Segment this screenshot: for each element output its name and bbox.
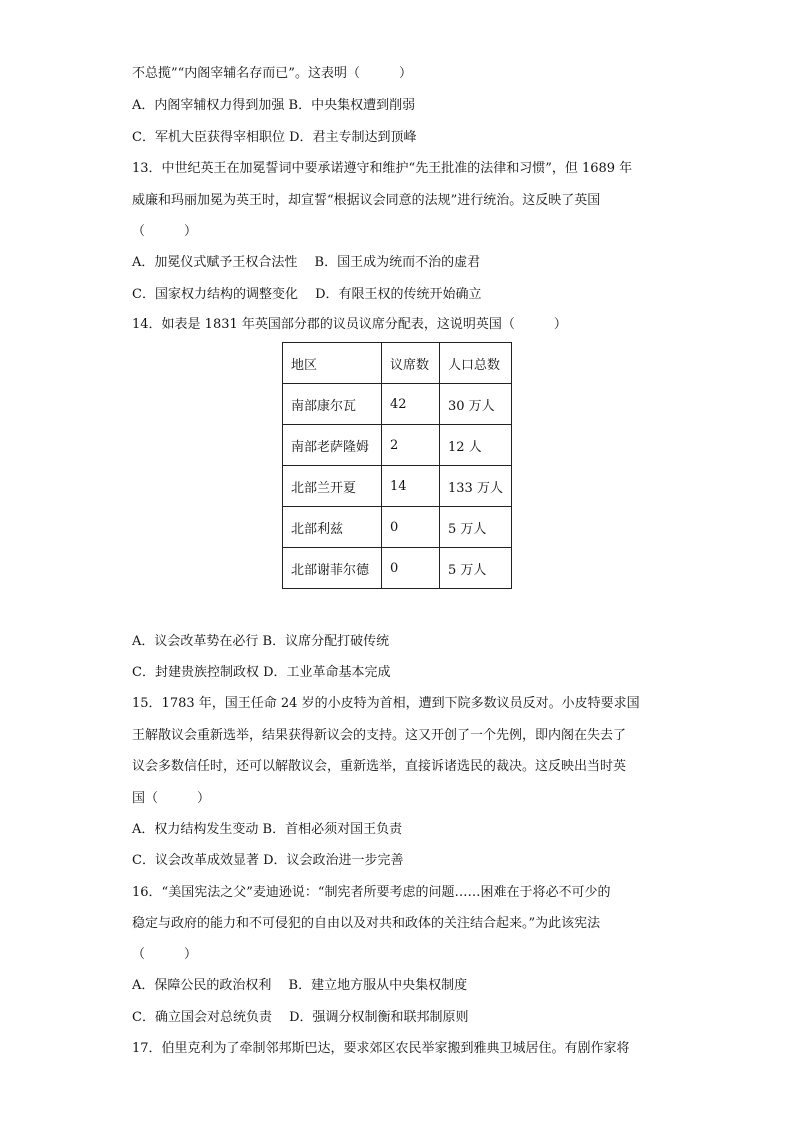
table-cell-seats: 2 (382, 425, 440, 466)
q16-option-cd: C．确立国会对总统负责 D．强调分权制衡和联邦制原则 (132, 1010, 469, 1025)
q15-stem-line-1: 15．1783 年，国王任命 24 岁的小皮特为首相，遭到下院多数议员反对。小皮特要求国 (132, 696, 640, 711)
q13-answer-blank: （ ） (132, 224, 198, 239)
table-cell-region: 南部康尔瓦 (283, 384, 382, 425)
q15-option-ab: A．权力结构发生变动 B．首相必须对国王负责 (132, 822, 403, 837)
table-cell-population: 133 万人 (440, 466, 512, 507)
table-cell-region: 北部谢菲尔德 (283, 548, 382, 589)
table-cell-region: 北部兰开夏 (283, 466, 382, 507)
table-row (283, 507, 512, 548)
q13-option-cd: C．国家权力结构的调整变化 D．有限王权的传统开始确立 (132, 287, 482, 302)
table-cell-seats: 14 (382, 466, 440, 507)
table-cell-region: 北部利兹 (283, 507, 382, 548)
table-cell-population: 12 人 (440, 425, 512, 466)
q12-option-ab: A．内阁宰辅权力得到加强 B．中央集权遭到削弱 (132, 98, 416, 113)
q14-option-ab: A．议会改革势在必行 B．议席分配打破传统 (132, 634, 390, 649)
seat-allocation-table (282, 342, 512, 589)
table-cell-seats: 42 (382, 384, 440, 425)
table-header-row (283, 343, 512, 384)
table-cell-population: 5 万人 (440, 507, 512, 548)
q15-stem-line-2: 王解散议会重新选举，结果获得新议会的支持。这又开创了一个先例，即内阁在失去了 (132, 728, 627, 743)
table-cell-seats: 0 (382, 507, 440, 548)
q16-option-ab: A．保障公民的政治权利 B．建立地方服从中央集权制度 (132, 978, 468, 993)
q15-stem-line-3: 议会多数信任时，还可以解散议会，重新选举，直接诉诸选民的裁决。这反映出当时英 (132, 759, 627, 774)
table-row (283, 425, 512, 466)
table-row (283, 384, 512, 425)
q12-stem-continuation: 不总揽”“内阁宰辅名存而已”。这表明（ ） (132, 66, 412, 81)
q16-stem-line-2: 稳定与政府的能力和不可侵犯的自由以及对共和政体的关注结合起来。”为此该宪法 (132, 916, 601, 931)
q16-answer-blank: （ ） (132, 947, 198, 962)
table-header-seats: 议席数 (382, 343, 440, 384)
q15-stem-line-4: 国（ ） (132, 791, 211, 806)
q13-stem-line-2: 威廉和玛丽加冕为英王时，却宣誓“根据议会同意的法规”进行统治。这反映了英国 (132, 193, 601, 208)
q15-option-cd: C．议会改革成效显著 D．议会政治进一步完善 (132, 853, 404, 868)
table-cell-population: 30 万人 (440, 384, 512, 425)
q12-option-cd: C．军机大臣获得宰相职位 D．君主专制达到顶峰 (132, 130, 417, 145)
table-header-population: 人口总数 (440, 343, 512, 384)
table-row (283, 548, 512, 589)
q17-stem-line-1: 17．伯里克利为了牵制邻邦斯巴达，要求郊区农民举家搬到雅典卫城居住。有剧作家将 (132, 1041, 630, 1056)
table-cell-population: 5 万人 (440, 548, 512, 589)
q14-stem: 14．如表是 1831 年英国部分郡的议员议席分配表，这说明英国（ ） (132, 317, 567, 332)
q13-option-ab: A．加冕仪式赋予王权合法性 B．国王成为统而不治的虚君 (132, 255, 481, 270)
q13-stem-line-1: 13．中世纪英王在加冕誓词中要承诺遵守和维护“先王批准的法律和习惯”，但 1689 年 (132, 161, 633, 176)
table-row (283, 466, 512, 507)
table-header-region: 地区 (283, 343, 382, 384)
table-cell-region: 南部老萨隆姆 (283, 425, 382, 466)
q14-option-cd: C．封建贵族控制政权 D．工业革命基本完成 (132, 665, 391, 680)
table-cell-seats: 0 (382, 548, 440, 589)
q16-stem-line-1: 16．“美国宪法之父”麦迪逊说：“制宪者所要考虑的问题……困难在于将必不可少的 (132, 885, 611, 900)
